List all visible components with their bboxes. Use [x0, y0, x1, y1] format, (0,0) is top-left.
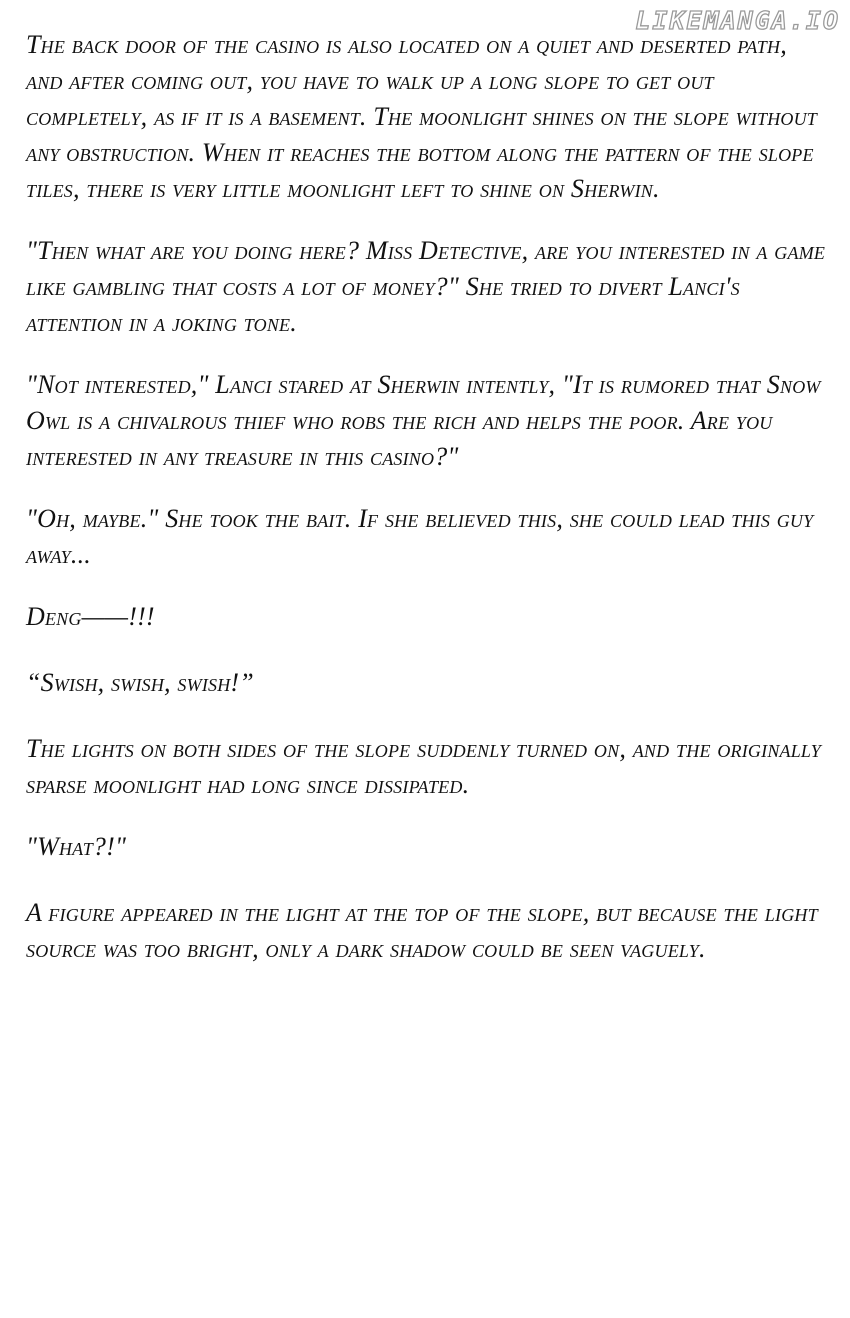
paragraph: Deng——!!! — [26, 602, 155, 631]
paragraph: The lights on both sides of the slope suddenly turned on, and the originally sparse moonlight had long since dissipated. — [26, 734, 821, 799]
paragraph: “Swish, swish, swish!” — [26, 668, 254, 697]
paragraph: The back door of the casino is also located on a quiet and deserted path, and after coming out, you have to walk up a long slope to get out completely, as if it is a basement. The moonlight shines on the slope without any obstruction. When it reaches the bottom along the pattern of the slope tiles, there is very little moonlight left to shine on Sherwin. — [26, 30, 818, 203]
paragraph: "Oh, maybe." She took the bait. If she believed this, she could lead this guy away... — [26, 504, 814, 569]
paragraph: A figure appeared in the light at the top of the slope, but because the light source was too bright, only a dark shadow could be seen vaguely. — [26, 898, 818, 963]
site-watermark: LIKEMANGA.IO — [635, 6, 840, 35]
story-text — [26, 27, 826, 993]
paragraph: "Then what are you doing here? Miss Detective, are you interested in a game like gambling that costs a lot of money?" She tried to divert Lanci's attention in a joking tone. — [26, 236, 826, 337]
paragraph: "Not interested," Lanci stared at Sherwin intently, "It is rumored that Snow Owl is a chivalrous thief who robs the rich and helps the poor. Are you interested in any treasure in this casino?" — [26, 370, 821, 471]
paragraph: "What?!" — [26, 832, 127, 861]
